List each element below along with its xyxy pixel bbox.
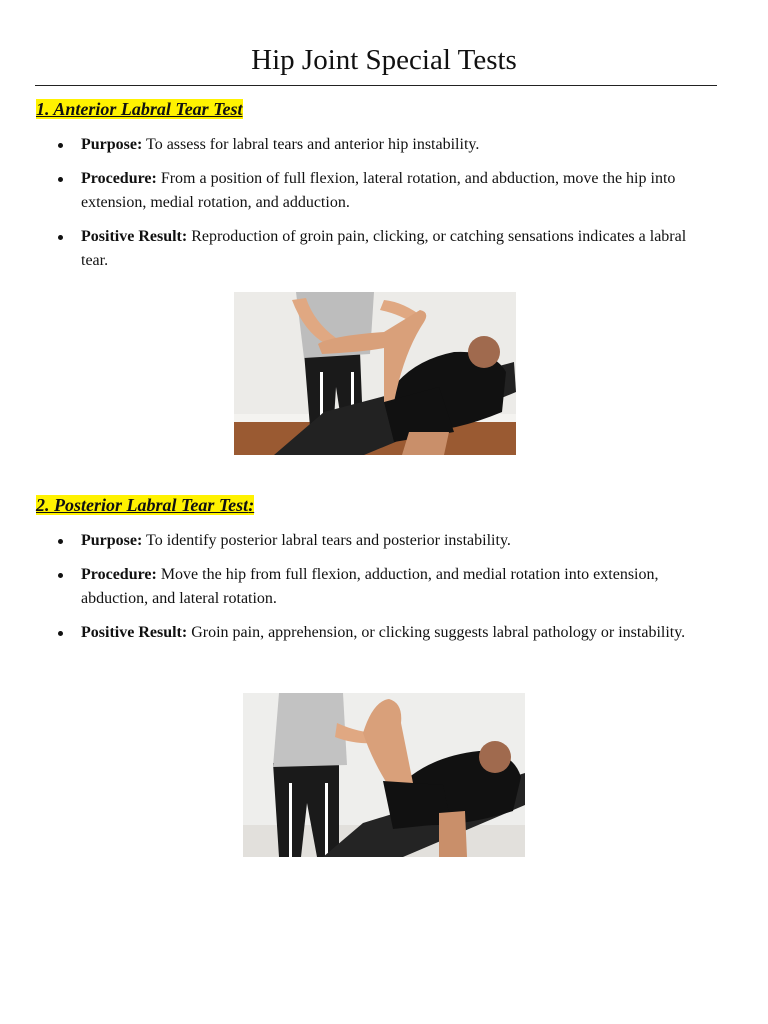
item-label: Procedure: xyxy=(81,566,157,583)
page-title: Hip Joint Special Tests xyxy=(251,44,517,76)
list-item-procedure xyxy=(55,563,717,611)
bullet-icon xyxy=(58,631,63,636)
bullet-icon xyxy=(58,235,63,240)
list-item-purpose xyxy=(55,529,717,553)
section-heading-text: 1. Anterior Labral Tear Test xyxy=(36,99,243,119)
bullet-icon xyxy=(58,143,63,148)
list-item-procedure xyxy=(55,167,717,215)
item-text: To assess for labral tears and anterior hip instability. xyxy=(142,136,480,153)
bullet-list-anterior xyxy=(55,133,717,283)
photo-anterior-labral-test xyxy=(234,292,516,455)
bullet-icon xyxy=(58,177,63,182)
section-heading-anterior xyxy=(36,98,243,120)
item-text: Move the hip from full flexion, adduction, and medial rotation into extension, abduction, and lateral rotation. xyxy=(81,566,659,607)
item-label: Purpose: xyxy=(81,136,143,153)
section-heading-posterior xyxy=(36,494,254,516)
item-label: Positive Result: xyxy=(81,228,188,245)
item-label: Positive Result: xyxy=(81,624,188,641)
photo-posterior-labral-test xyxy=(243,693,525,857)
list-item-purpose xyxy=(55,133,717,157)
list-item-positive-result xyxy=(55,621,717,645)
item-text: From a position of full flexion, lateral rotation, and abduction, move the hip into extension, medial rotation, and adduction. xyxy=(81,170,676,211)
item-label: Procedure: xyxy=(81,170,157,187)
title-divider xyxy=(35,85,717,86)
section-heading-text: 2. Posterior Labral Tear Test xyxy=(36,495,249,515)
item-text: To identify posterior labral tears and posterior instability. xyxy=(142,532,511,549)
item-label: Purpose: xyxy=(81,532,143,549)
bullet-icon xyxy=(58,573,63,578)
bullet-icon xyxy=(58,539,63,544)
item-text: Reproduction of groin pain, clicking, or catching sensations indicates a labral tear. xyxy=(81,228,687,269)
list-item-positive-result xyxy=(55,225,717,273)
section-heading-suffix: : xyxy=(248,495,255,515)
item-text: Groin pain, apprehension, or clicking suggests labral pathology or instability. xyxy=(187,624,686,641)
bullet-list-posterior xyxy=(55,529,717,655)
